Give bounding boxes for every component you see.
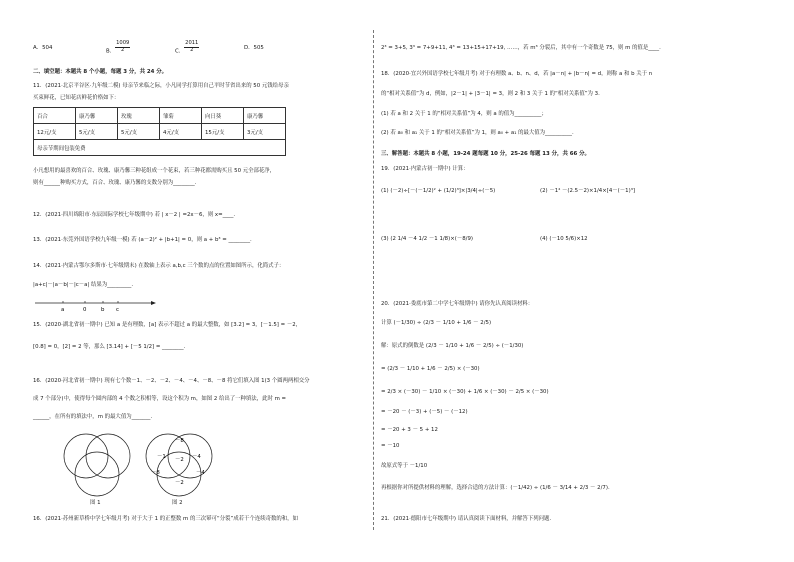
option-d: D．505 [244,45,264,51]
column-divider [373,30,374,530]
q11-line1: 11．(2021·北京平谷区·九年级二模) 母亲节来临之际，小凡同学打算用自己平时节省出来的 50 元钱给母亲 [33,83,289,89]
figure-1-caption: 图 1 [90,500,101,506]
q19-part4: (4) (－10 5/6)×12 [540,236,588,242]
table-cell: 向日葵 [202,108,244,124]
table-row [34,124,286,140]
table-cell: 玫瑰 [118,108,160,124]
table-cell: 3元/支 [244,124,286,140]
q20-step2: = 2/3 × (－30) － 1/10 × (－30) + 1/6 × (－30) － 2/5 × (－30) [381,389,549,395]
q15-line2: [0.8] = 0，[2] = 2 等，那么 [3.14] + [－5 1/2] = ________. [33,344,186,350]
table-cell: 5元/支 [118,124,160,140]
q14-line1: 14．(2021·内蒙古鄂尔多斯市·七年级期末) 在数轴上表示 a,b,c 三个数的点的位置如图所示，化简式子： [33,263,285,269]
q12-text: 12．(2021·四川绵阳市·东辰国际学校七年级期中) 若 | x－2 | =2x－6，则 x=____. [33,212,236,218]
q20-step3: = －20 － (－3) + (－5) － (－12) [381,409,468,415]
q14-line2: |a+c|－|a－b|－|c－a| 结果为_________. [33,282,134,288]
table-row [34,140,286,156]
fig2-value: －8 [151,470,160,476]
table-cell: 15元/支 [202,124,244,140]
q16-line2: 成 7 个部分)中，使得每个圆内部的 4 个数之积相等，设这个积为 m，如图 2 给出了一种填法，此时 m = [33,396,287,402]
table-cell: 雏菊 [160,108,202,124]
fig2-value: －8 [175,438,184,444]
q20-solution: 解：原式的倒数是 (2/3 － 1/10 + 1/6 － 2/5) ÷ (－1/30) [381,343,524,349]
q20-step1: = (2/3 － 1/10 + 1/6 － 2/5) × (－30) [381,366,480,372]
q20-calc: 计算 (－1/30) ÷ (2/3 － 1/10 + 1/6 － 2/5) [381,320,492,326]
q16-line3: ______，在所有的填法中，m 的最大值为_______. [33,414,153,420]
number-line [33,292,158,314]
q18-line3: (1) 若 a 和 2 关于 1 的“相对关系值”为 4，则 a 的值为__________； [381,111,547,117]
q17-start: 16．(2021·苏州新草桥中学七年级月考) 对于大于 1 的正整数 m 的三次幂可“分裂”成若干个连续奇数的和，如 [33,516,298,522]
fig2-value: －4 [196,470,205,476]
q18-line1: 18．(2020·宜兴外国语学校七年级月考) 对于有理数 a、b、n、d，若 |a－n| + |b－n| = d，则称 a 和 b 关于 n [381,71,653,77]
q15-line1: 15．(2020·湖北省初一期中) 已知 a 是有理数，[a] 表示不超过 a 的最大整数，如 [3.2] = 3，[－1.5] = －2， [33,322,302,328]
venn-figure-2 [132,428,227,500]
fig2-value: －1 [157,454,166,460]
table-cell: 5元/支 [76,124,118,140]
axis-label-zero: 0 [83,307,87,313]
q19-title: 19．(2021·内蒙古初一期中) 计算： [381,166,469,172]
q19-part1: (1) (－2)÷[－(－1/2)² + (1/2)³]×|3/4|÷(－5) [381,188,496,194]
table-cell: 4元/支 [160,124,202,140]
q11-line3: 小凡想用的最喜欢的百合、玫瑰、康乃馨三种花组成一个花束，若三种花都需购买且 50 元全部花净， [33,168,276,174]
q20-title: 20．(2021·娄底市第二中学七年级期中) 请你先认真阅读材料： [381,301,534,307]
q20-step6: 故原式等于 －1/10 [381,463,428,469]
table-cell: 12元/支 [34,124,76,140]
q18-line4: (2) 若 a₀ 和 a₁ 关于 1 的“相对关系值”为 1，则 a₀ + a₁ 的最大值为__________. [381,130,574,136]
q17-end: 2³ = 3+5, 3³ = 7+9+11, 4³ = 13+15+17+19, ……，若 m³ 分裂后，其中有一个奇数是 75，则 m 的值是____. [381,45,661,51]
section-2-heading: 二、填空题：本题共 8 个小题，每题 3 分，共 24 分。 [33,69,168,75]
table-cell: 百合 [34,108,76,124]
q11-line2: 买束鲜花，已知花店鲜花价格如下： [33,95,120,101]
option-c: C． $\frac{2011}{2}$ [175,40,199,55]
table-note: 母亲节期间包装免费 [34,140,286,156]
option-b: B． $\frac{1009}{2}$ [106,40,130,55]
q21-text: 21．(2021·德阳市七年级期中) 请认真阅读下面材料，并解答下列问题. [381,516,552,522]
figure-2-caption: 图 2 [172,500,183,506]
q20-step7: 再根据你对所提供材料的理解，选择合适的方法计算：(－1/42) ÷ (1/6 － 3/14 + 2/3 － 2/7). [381,485,610,491]
flower-price-table [33,107,286,156]
q18-line2: 的“相对关系值”为 d，例如，|2－1| + |3－1| = 3，则 2 和 3 关于 1 的“相对关系值”为 3. [381,91,600,97]
q19-part3: (3) (2 1/4 －4 1/2 －1 1/8)×(－8/9) [381,236,474,242]
table-cell: 康乃馨 [244,108,286,124]
q16-line1: 16．(2020·河北省初一期中) 现有七个数－1、－2、－2、－4、－4、－8、－8 将它们填入图 1(3 个圆两两相交分 [33,378,310,384]
fig2-value: －2 [175,480,184,486]
section-3-heading: 三、解答题：本题共 8 小题，19-24 题每题 10 分，25-26 每题 13 分，共 66 分。 [381,151,590,157]
table-row [34,108,286,124]
axis-label-c: c [116,307,119,313]
table-cell: 康乃馨 [76,108,118,124]
q20-step5: = －10 [381,443,400,449]
axis-label-b: b [101,307,105,313]
q13-text: 13．(2021·东莞外国语学校九年级一模) 若 (a－2)² + |b+1| = 0，则 a + b³ = ________. [33,237,252,243]
q11-line4: 则有______种购买方式，百合、玫瑰、康乃馨的支数分别为________. [33,180,197,186]
q20-step4: = －20 + 3 － 5 + 12 [381,427,438,433]
fig2-value: －2 [175,457,184,463]
axis-label-a: a [61,307,65,313]
venn-figure-1 [50,428,145,500]
q19-part2: (2) －1⁴ －(2.5－2)×1/4×[4－(－1)³] [540,188,635,194]
fig2-value: －4 [192,454,201,460]
option-a: A．504 [33,45,53,51]
